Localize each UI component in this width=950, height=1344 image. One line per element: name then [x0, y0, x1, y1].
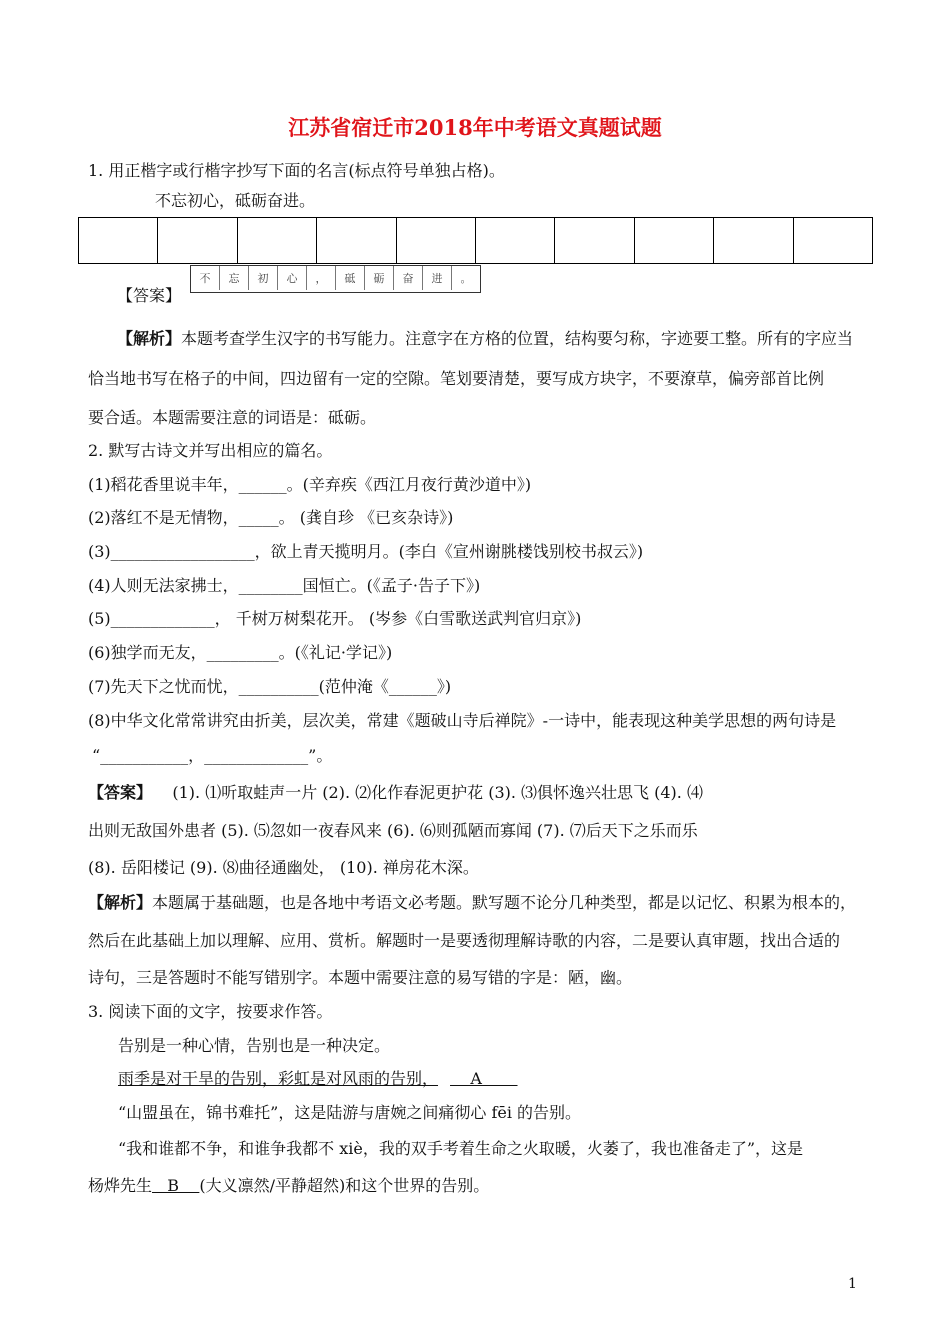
q2-item: “___________，_____________”。: [92, 746, 333, 765]
q1-analysis-line-1: 【解析】本题考查学生汉字的书写能力。注意字在方格的位置，结构要匀称，字迹要工整。所有的字应当: [117, 329, 854, 348]
answer-char: 奋: [394, 266, 423, 290]
blank-b[interactable]: B: [152, 1176, 200, 1195]
q2-analysis-line-1: 【解析】本题属于基础题，也是各地中考语文必考题。默写题不论分几种类型，都是以记忆、积累为根本的，: [88, 893, 857, 912]
answer-char: 砺: [365, 266, 394, 290]
grid-cell[interactable]: [634, 218, 713, 264]
q2-answer-line-3: (8). 岳阳楼记 (9). ⑻曲径通幽处， (10). 禅房花木深。: [88, 858, 479, 877]
grid-cell[interactable]: [158, 218, 237, 264]
answer-char: 初: [249, 266, 278, 290]
answer-char: 砥: [336, 266, 365, 290]
q1-motto: 不忘初心，砥砺奋进。: [155, 191, 316, 210]
q3-paragraph-2: 雨季是对干旱的告别，彩虹是对风雨的告别， A: [118, 1069, 518, 1088]
grid-cell[interactable]: [714, 218, 793, 264]
page-title: 江苏省宿迁市2018年中考语文真题试题: [288, 115, 662, 140]
q1-question: 1. 用正楷字或行楷字抄写下面的名言(标点符号单独占格)。: [88, 161, 505, 180]
q2-analysis-line-3: 诗句，三是答题时不能写错别字。本题中需要注意的易写错的字是：陋，幽。: [88, 968, 633, 987]
q2-analysis-line-2: 然后在此基础上加以理解、应用、赏析。解题时一是要透彻理解诗歌的内容，二是要认真审题，找出合适的: [88, 931, 841, 950]
q3-paragraph-4-line-2: 杨烨先生 B (大义凛然/平静超然)和这个世界的告别。: [88, 1176, 490, 1195]
answer-char: ，: [307, 266, 336, 290]
q3-paragraph-4-line-1: “我和谁都不争，和谁争我都不 xiè，我的双手考着生命之火取暖，火萎了，我也准备走了”，这是: [118, 1139, 804, 1158]
q2-item: (8)中华文化常常讲究由折美，层次美，常建《题破山寺后禅院》-一诗中，能表现这种美学思想的两句诗是: [88, 711, 837, 730]
q2-item: (4)人则无法家拂士，________国恒亡。(《孟子·告子下》): [88, 576, 481, 595]
page-number: 1: [848, 1276, 857, 1292]
q2-answer-line-1: 【答案】 (1). ⑴听取蛙声一片 (2). ⑵化作春泥更护花 (3). ⑶俱怀逸兴壮思飞 (4). ⑷: [88, 783, 703, 802]
grid-cell[interactable]: [555, 218, 634, 264]
q2-item: (1)稻花香里说丰年，______。(辛弃疾《西江月夜行黄沙道中》): [88, 475, 532, 494]
q2-question: 2. 默写古诗文并写出相应的篇名。: [88, 441, 333, 460]
q1-analysis-line-2: 恰当地书写在格子的中间，四边留有一定的空隙。笔划要清楚，要写成方块字，不要潦草，偏旁部首比例: [88, 369, 825, 388]
q2-item: (5)_____________， 千树万树梨花开。 (岑参《白雪歌送武判官归京》): [88, 609, 582, 628]
grid-cell[interactable]: [475, 218, 554, 264]
q3-paragraph-1: 告别是一种心情，告别也是一种决定。: [118, 1036, 391, 1055]
grid-cell[interactable]: [317, 218, 396, 264]
grid-cell[interactable]: [237, 218, 316, 264]
blank-a[interactable]: A: [450, 1069, 518, 1088]
q2-item: (3)__________________，欲上青天揽明月。(李白《宣州谢朓楼饯别校书叔云》): [88, 542, 644, 561]
q3-question: 3. 阅读下面的文字，按要求作答。: [88, 1002, 333, 1021]
q1-analysis-line-3: 要合适。本题需要注意的词语是：砥砺。: [88, 408, 377, 427]
q2-answer-line-2: 出则无敌国外患者 (5). ⑸忽如一夜春风来 (6). ⑹则孤陋而寡闻 (7). ⑺后天下之乐而乐: [88, 821, 698, 840]
answer-char: 。: [460, 272, 472, 285]
q1-answer-label: 【答案】: [117, 286, 182, 305]
answer-char: 不: [191, 266, 220, 290]
writing-grid[interactable]: [78, 217, 873, 264]
grid-cell[interactable]: [79, 218, 158, 264]
q2-item: (6)独学而无友，_________。(《礼记·学记》): [88, 643, 393, 662]
grid-cell[interactable]: [396, 218, 475, 264]
q2-item: (7)先天下之忧而忧，__________(范仲淹《______》): [88, 677, 452, 696]
grid-cell[interactable]: [793, 218, 872, 264]
q1-answer-boxes: [190, 265, 481, 293]
answer-char: 心: [278, 266, 307, 290]
answer-char: 忘: [220, 266, 249, 290]
answer-char: 进: [423, 266, 452, 290]
q3-paragraph-3: “山盟虽在，锦书难托”，这是陆游与唐婉之间痛彻心 fēi 的告别。: [118, 1103, 582, 1122]
q2-item: (2)落红不是无情物，_____。 (龚自珍 《已亥杂诗》): [88, 508, 454, 527]
